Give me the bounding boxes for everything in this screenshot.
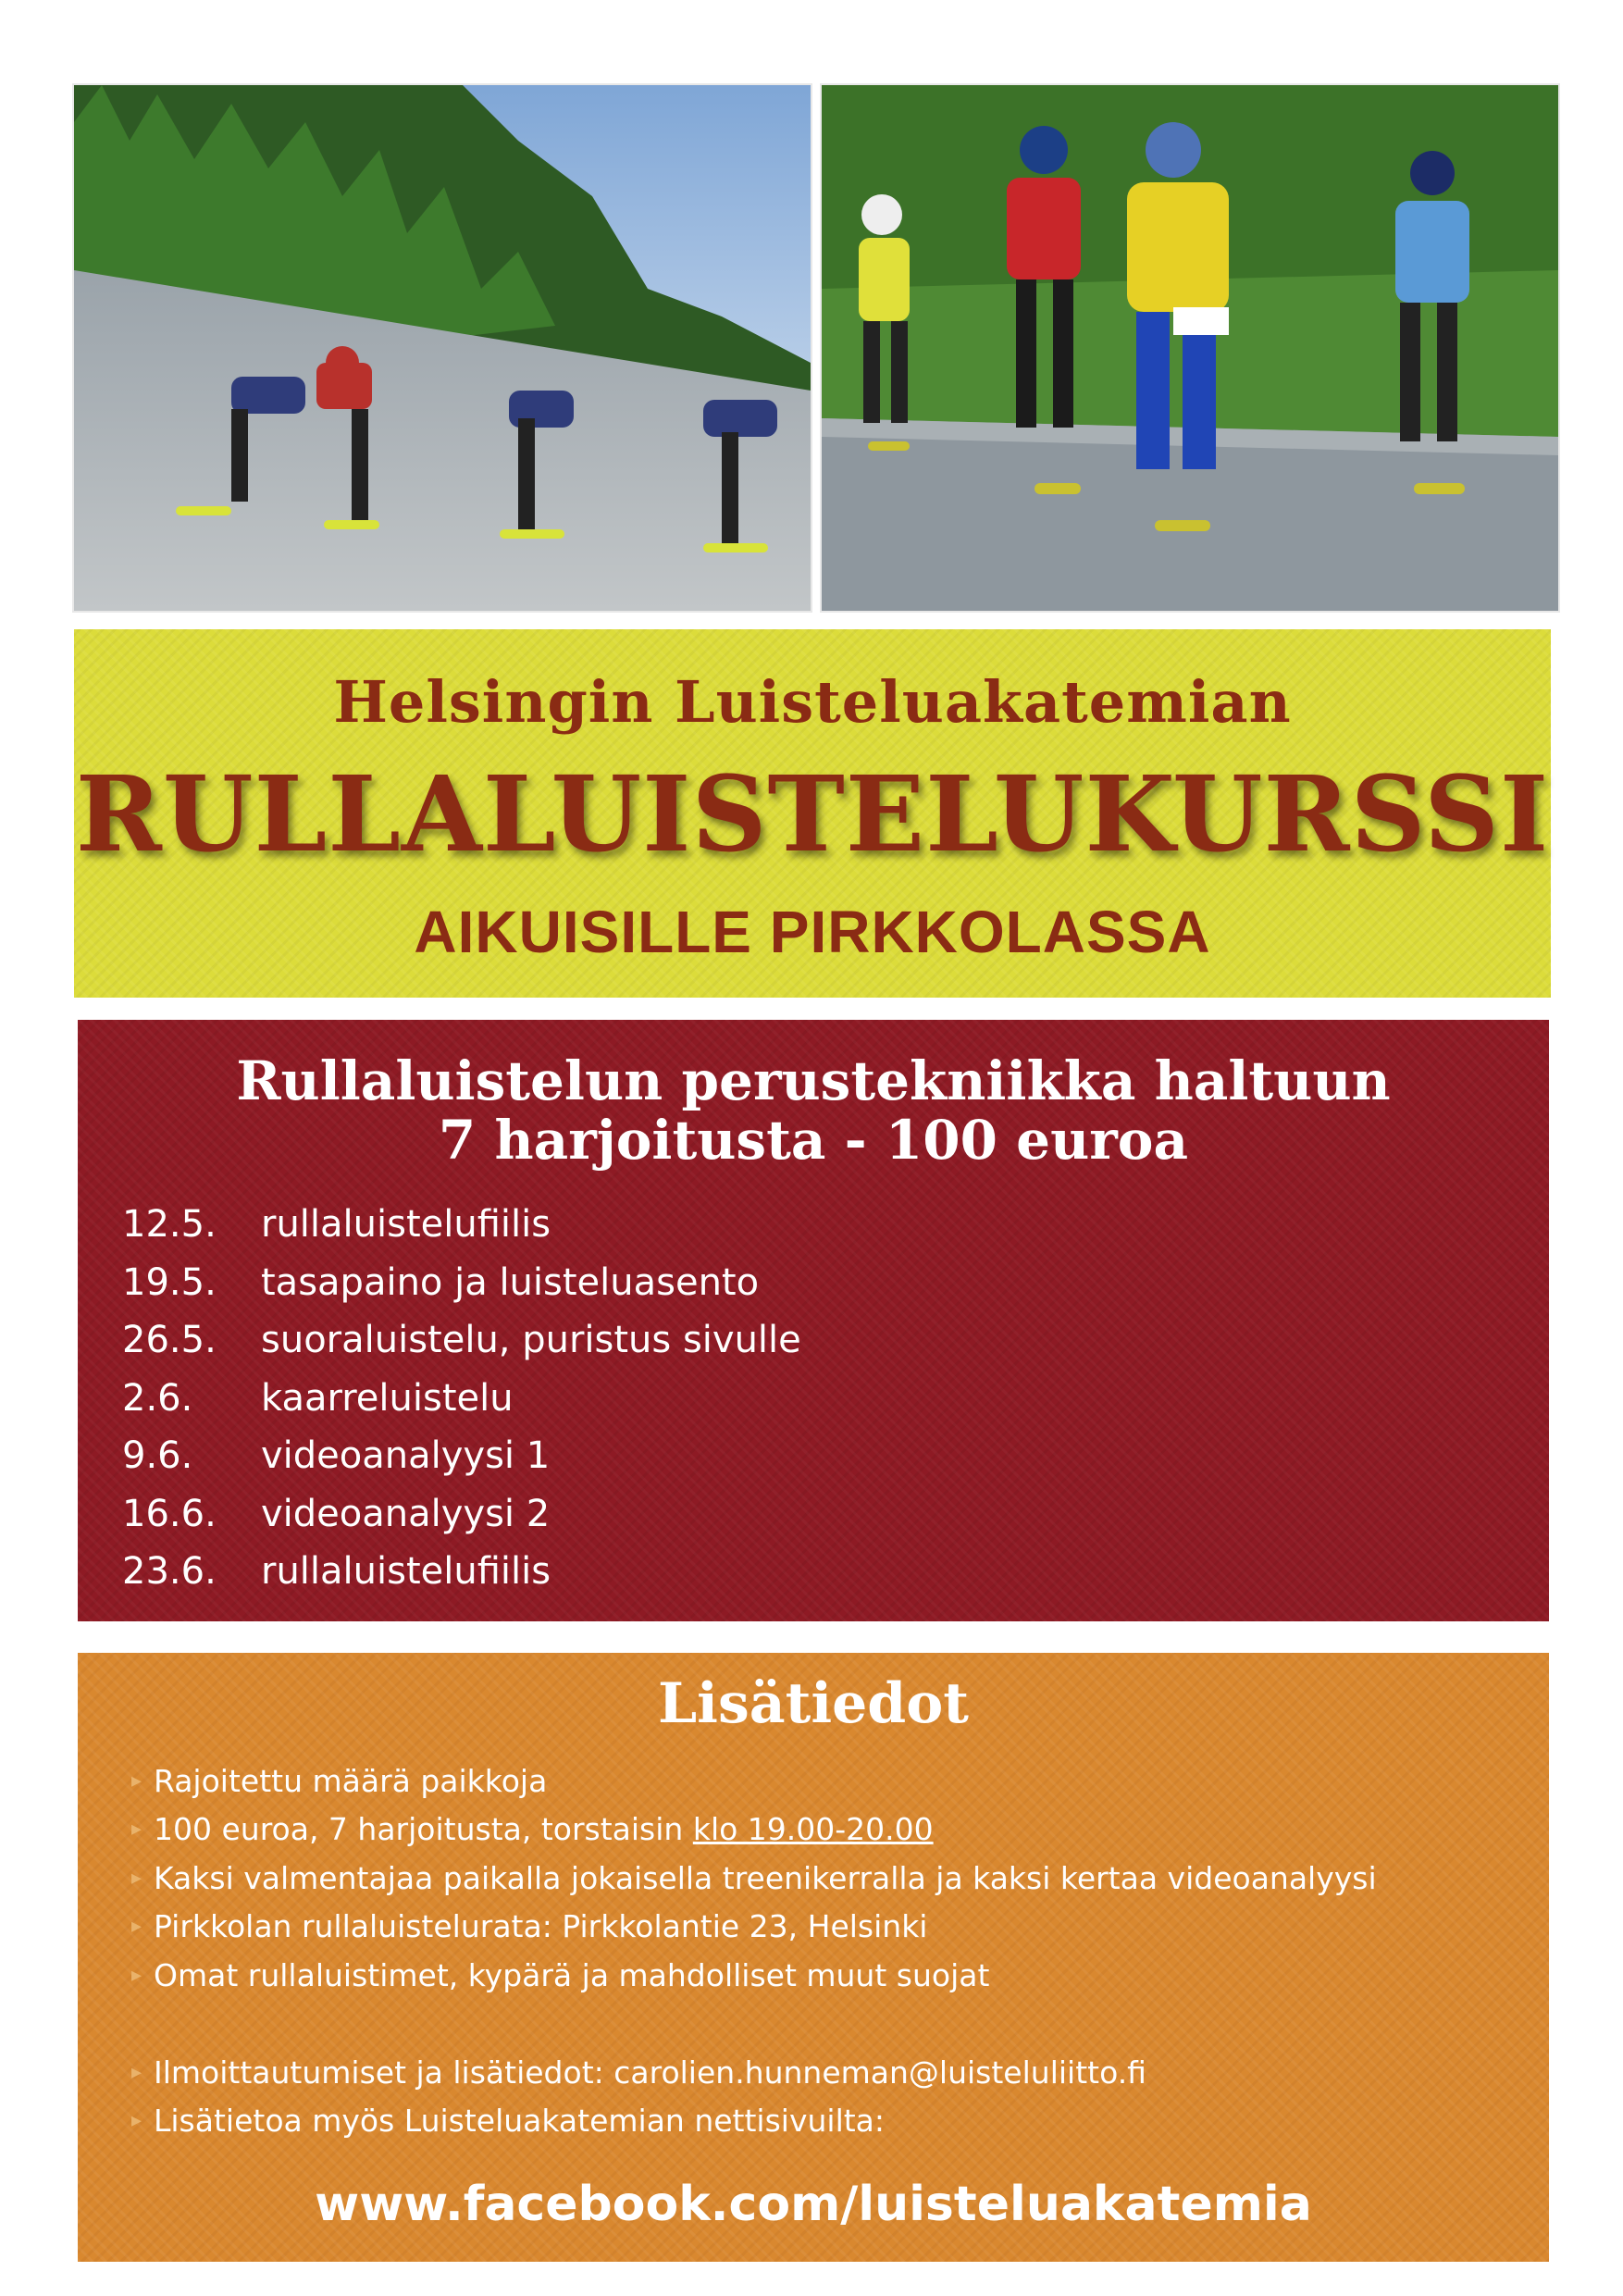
info-text: Pirkkolan rullaluistelurata: Pirkkolantie 23, Helsinki bbox=[154, 1908, 928, 1945]
schedule-date: 12.5. bbox=[122, 1203, 217, 1247]
info-text: Omat rullaluistimet, kypärä ja mahdolliset muut suojat bbox=[154, 1956, 990, 1993]
schedule-item bbox=[122, 1427, 801, 1485]
info-text: Rajoitettu määrä paikkoja bbox=[154, 1762, 548, 1799]
schedule-item bbox=[122, 1485, 801, 1544]
schedule-topic: rullaluistelufiilis bbox=[261, 1203, 551, 1247]
schedule-panel bbox=[78, 1020, 1549, 1621]
bullet-icon: ▸ bbox=[131, 1866, 142, 1890]
info-list bbox=[131, 1756, 1377, 2145]
schedule-date: 9.6. bbox=[122, 1434, 193, 1478]
info-panel bbox=[78, 1653, 1549, 2262]
info-item bbox=[131, 1951, 1377, 2000]
schedule-item bbox=[122, 1370, 801, 1428]
bullet-icon: ▸ bbox=[131, 1915, 142, 1939]
info-item bbox=[131, 1854, 1377, 1903]
schedule-topic: rullaluistelufiilis bbox=[261, 1550, 551, 1594]
academy-name: Helsingin Luisteluakatemian bbox=[333, 668, 1292, 736]
bullet-icon: ▸ bbox=[131, 1963, 142, 1987]
schedule-topic: kaarreluistelu bbox=[261, 1376, 514, 1420]
schedule-item bbox=[122, 1254, 801, 1312]
time-link[interactable]: klo 19.00-20.00 bbox=[692, 1811, 934, 1848]
bullet-icon: ▸ bbox=[131, 2060, 142, 2084]
schedule-price: 7 harjoitusta - 100 euroa bbox=[438, 1109, 1189, 1172]
course-subtitle: AIKUISILLE PIRKKOLASSA bbox=[414, 899, 1211, 965]
info-item-contact bbox=[131, 2048, 1377, 2097]
bullet-icon: ▸ bbox=[131, 2109, 142, 2133]
more-text: Lisätietoa myös Luisteluakatemian nettisivuilta: bbox=[154, 2103, 886, 2140]
info-item bbox=[131, 1756, 1377, 1806]
schedule-topic: videoanalyysi 1 bbox=[261, 1434, 551, 1478]
contact-text[interactable]: Ilmoittautumiset ja lisätiedot: carolien.hunneman@luisteluliitto.fi bbox=[154, 2054, 1146, 2091]
schedule-topic: videoanalyysi 2 bbox=[261, 1492, 551, 1535]
schedule-date: 2.6. bbox=[122, 1376, 193, 1420]
info-item-more bbox=[131, 2097, 1377, 2146]
info-item bbox=[131, 1903, 1377, 1952]
bullet-icon: ▸ bbox=[131, 1769, 142, 1793]
schedule-item bbox=[122, 1543, 801, 1601]
info-text: Kaksi valmentajaa paikalla jokaisella treenikerralla ja kaksi kertaa videoanalyysi bbox=[154, 1859, 1377, 1896]
spacer bbox=[131, 2000, 1377, 2049]
schedule-date: 19.5. bbox=[122, 1260, 217, 1304]
course-title: RULLALUISTELUKURSSI bbox=[75, 754, 1550, 875]
schedule-topic: suoraluistelu, puristus sivulle bbox=[261, 1319, 801, 1362]
info-item bbox=[131, 1806, 1377, 1855]
schedule-date: 16.6. bbox=[122, 1492, 217, 1535]
info-title: Lisätiedot bbox=[657, 1671, 969, 1736]
title-banner bbox=[74, 629, 1551, 998]
schedule-item bbox=[122, 1311, 801, 1370]
photo-skaters-group bbox=[74, 85, 811, 611]
bullet-icon: ▸ bbox=[131, 1818, 142, 1842]
schedule-heading: Rullaluistelun perustekniikka haltuun bbox=[236, 1049, 1391, 1112]
photo-skaters-race bbox=[822, 85, 1558, 611]
schedule-date: 23.6. bbox=[122, 1550, 217, 1594]
info-text: 100 euroa, 7 harjoitusta, torstaisin bbox=[154, 1811, 693, 1848]
schedule-topic: tasapaino ja luisteluasento bbox=[261, 1260, 760, 1304]
schedule-item bbox=[122, 1196, 801, 1254]
facebook-link[interactable]: www.facebook.com/luisteluakatemia bbox=[315, 2177, 1312, 2232]
schedule-date: 26.5. bbox=[122, 1319, 217, 1362]
schedule-list bbox=[122, 1196, 801, 1601]
